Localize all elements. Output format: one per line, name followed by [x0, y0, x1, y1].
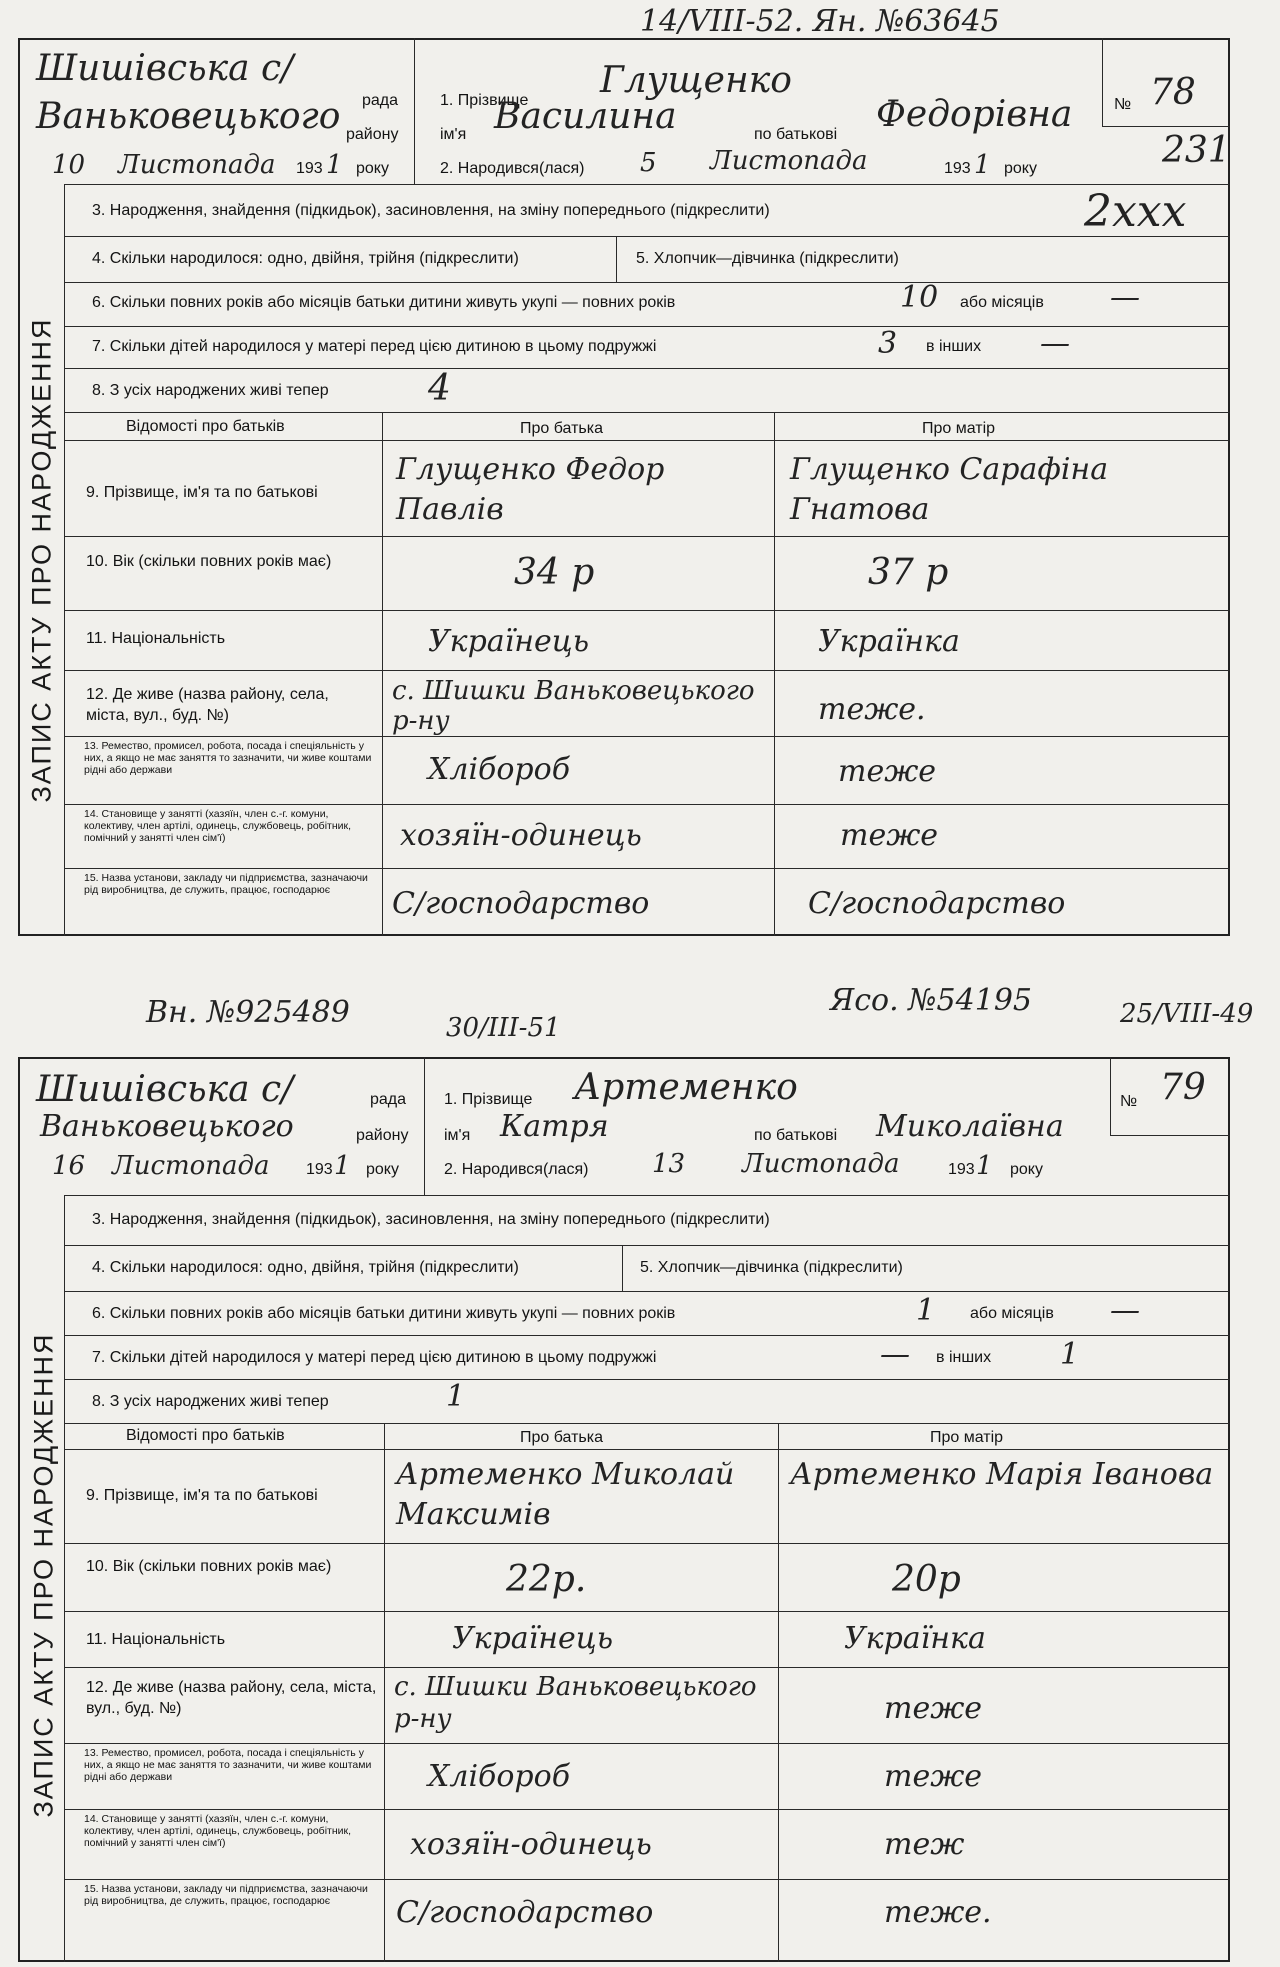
mother-organization: теже. — [884, 1895, 992, 1930]
mother-name: Артеменко Марія Іванова — [790, 1457, 1214, 1492]
father-residence: с. Шишки Ваньковецького р-ну — [392, 676, 755, 736]
side-title: ЗАПИС АКТУ ПРО НАРОДЖЕННЯ — [28, 1332, 59, 1818]
father-age: 34 р — [514, 552, 595, 593]
question-8: 8. З усіх народжених живі тепер — [92, 1393, 329, 1410]
reg-day: 16 — [52, 1151, 86, 1181]
q6-years: 1 — [916, 1293, 936, 1328]
row-14-label: 14. Становище у занятті (хазяїн, член с.-г. комуни, колективу, член артілі, одинець, службовець, робітник, помічний у занятті член сім'ї) — [84, 808, 352, 844]
birth-record-2: Вн. №925489 30/III-51 Ясо. №54195 25/VIII-49 Шишівська с/ рада Ваньковецького району 16 Листопада 193 1 року 1. Прізвище Артеменко ім'я Катря по батькові Миколаївна 2. Народився(лася) 13 Листопада 193 1 року № 79 ЗАПИС АКТУ ПРО НАРОДЖЕННЯ 3. Народження, знайдення (підкидьок), засиновлення, на зміну попереднього (підкреслити) 4. Скільки народилося: одно, двійня, трійня (підкреслити) 5. Хлопчик—дівчинка (підкреслити) 6. Скільки повних років або місяців батьки дитини живуть укупі — повних років 1 або місяців — 7. Скільки дітей народилося у матері перед цією дитиною в цьому подружжі — в інших 1 8. З усіх народжених живі тепер 1 Відомості про батьків Про батька Про матір 9. Прізвище, ім'я та по батькові 10. Вік (скільки повних років має) 11. Національність 12. Де живе (назва району, села, міста, вул., буд. №) 13. Ремество, промисел, робота, посада і спеціяльність у них, а якщо не має заняття то зазначити, чи живе коштами рідні або держави 14. Становище у занятті (хазяїн, член с.-г. комуни, колективу, член артілі, одинець, службовець, робітник, помічний у занятті член сім'ї) 15. Назва установи, закладу чи підприємства, зазначаючи рід виробництва, де служить, працює, господарює Артеменко Миколай Максимів Артеменко Марія Іванова 22р. 20р Українець Українка с. Шишки Ваньковецького р-ну теже Хлібороб теже хозяїн-одинець теж С/господарство теже. — [0, 975, 1280, 1967]
reg-day: 10 — [52, 150, 86, 180]
side-mark: 2ххх — [1084, 186, 1187, 237]
father-nationality: Українець — [452, 1621, 614, 1656]
born-month: Листопада — [710, 146, 868, 176]
rada-name: Шишівська с/ — [36, 1069, 294, 1110]
question-3: 3. Народження, знайдення (підкидьок), засиновлення, на зміну попереднього (підкреслити) — [92, 1211, 770, 1228]
child-surname: Глущенко — [600, 60, 792, 101]
row-11-label: 11. Національність — [86, 630, 226, 647]
born-month: Листопада — [742, 1149, 900, 1179]
row-15-label: 15. Назва установи, закладу чи підприємства, зазначаючи рід виробництва, де служить, працює, господарює — [84, 1883, 368, 1907]
question-7: 7. Скільки дітей народилося у матері перед цією дитиною в цьому подружжі — [92, 1349, 657, 1366]
father-status: хозяїн-одинець — [410, 1827, 652, 1862]
reg-month: Листопада — [112, 1151, 270, 1181]
father-organization: С/господарство — [392, 886, 650, 921]
child-surname: Артеменко — [574, 1067, 798, 1108]
child-name: Катря — [500, 1109, 609, 1144]
top-note-right: 14/VIII-52. Ян. №63645 — [640, 4, 1000, 39]
top-note-right-date: 25/VIII-49 — [1120, 999, 1254, 1029]
mother-status: теж — [884, 1827, 965, 1862]
question-4: 4. Скільки народилося: одно, двійня, трійня (підкреслити) — [92, 250, 519, 267]
question-7: 7. Скільки дітей народилося у матері перед цією дитиною в цьому подружжі — [92, 338, 657, 355]
row-10-label: 10. Вік (скільки повних років має) — [86, 553, 332, 570]
row-10-label: 10. Вік (скільки повних років має) — [86, 1558, 332, 1575]
father-residence: с. Шишки Ваньковецького р-ну — [394, 1672, 757, 1734]
father-organization: С/господарство — [396, 1895, 654, 1930]
mother-name: Глущенко Сарафіна Гнатова — [790, 452, 1109, 527]
father-nationality: Українець — [428, 624, 590, 659]
mother-nationality: Українка — [844, 1621, 986, 1656]
q7-value: 3 — [878, 326, 898, 361]
mother-age: 20р — [892, 1559, 961, 1600]
father-status: хозяїн-одинець — [400, 818, 642, 853]
rada-name: Шишівська с/ — [36, 48, 294, 89]
row-14-label: 14. Становище у занятті (хазяїн, член с.-г. комуни, колективу, член артілі, одинець, службовець, робітник, помічний у занятті член сім'ї) — [84, 1813, 352, 1849]
child-patronymic: Миколаївна — [876, 1109, 1064, 1144]
birth-record-1: 14/VIII-52. Ян. №63645 Шишівська с/ рада Ваньковецького району 10 Листопада 193 1 року 1. Прізвище Глущенко ім'я Василина по батькові Федорівна 2. Народився(лася) 5 Листопада 193 1 року № 78 231 2ххх ЗАПИС АКТУ ПРО НАРОДЖЕННЯ 3. Народження, знайдення (підкидьок), засиновлення, на зміну попереднього (підкреслити) 4. Скільки народилося: одно, двійня, трійня (підкреслити) 5. Хлопчик—дівчинка (підкреслити) 6. Скільки повних років або місяців батьки дитини живуть укупі — повних років 10 або місяців — 7. Скільки дітей народилося у матері перед цією дитиною в цьому подружжі 3 в інших — 8. З усіх народжених живі тепер 4 Відомості про батьків Про батька Про матір 9. Прізвище, ім'я та по батькові 10. Вік (скільки повних років має) 11. Національність 12. Де живе (назва району, села, міста, вул., буд. №) 13. Ремество, промисел, робота, посада і спеціяльність у них, а якщо не має заняття то зазначити, чи живе коштами рідні або держави 14. Становище у занятті (хазяїн, член с.-г. комуни, колективу, член артілі, одинець, службовець, робітник, помічний у занятті член сім'ї) 15. Назва установи, закладу чи підприємства, зазначаючи рід виробництва, де служить, працює, господарює Глущенко Федор Павлів Глущенко Сарафіна Гнатова 34 р 37 р Українець Українка с. Шишки Ваньковецького р-ну теже. Хлібороб теже хозяїн-одинець теже С/господарство С/господарство — [0, 0, 1280, 960]
question-3: 3. Народження, знайдення (підкидьок), засиновлення, на зміну попереднього (підкреслити) — [92, 202, 770, 219]
q6-years: 10 — [900, 280, 939, 315]
mother-occupation: теже — [884, 1759, 983, 1794]
father-occupation: Хлібороб — [428, 1759, 571, 1794]
raion-name: Ваньковецького — [36, 96, 341, 137]
top-note-right: Ясо. №54195 — [830, 983, 1032, 1018]
question-5: 5. Хлопчик—дівчинка (підкреслити) — [640, 1259, 903, 1276]
question-5: 5. Хлопчик—дівчинка (підкреслити) — [636, 250, 899, 267]
record-number: 79 — [1160, 1067, 1206, 1108]
father-name: Глущенко Федор Павлів — [396, 452, 665, 527]
child-name: Василина — [494, 96, 677, 137]
row-9-label: 9. Прізвище, ім'я та по батькові — [86, 484, 318, 501]
mother-status: теже — [840, 818, 939, 853]
mother-residence: теже. — [818, 692, 926, 727]
row-15-label: 15. Назва установи, закладу чи підприємства, зазначаючи рід виробництва, де служить, працює, господарює — [84, 872, 368, 896]
row-13-label: 13. Ремество, промисел, робота, посада і спеціяльність у них, а якщо не має заняття то зазначити, чи живе коштами рідні або держави — [84, 1747, 372, 1783]
question-6: 6. Скільки повних років або місяців батьки дитини живуть укупі — повних років — [92, 1305, 676, 1322]
father-age: 22р. — [506, 1559, 587, 1600]
mother-organization: С/господарство — [808, 886, 1066, 921]
mother-residence: теже — [884, 1691, 983, 1726]
q8-value: 1 — [446, 1379, 466, 1414]
father-occupation: Хлібороб — [428, 752, 571, 787]
born-day: 5 — [640, 148, 657, 178]
mother-age: 37 р — [868, 552, 949, 593]
mother-occupation: теже — [838, 754, 937, 789]
record-number-extra: 231 — [1162, 130, 1231, 171]
row-12-label: 12. Де живе (назва району, села, міста, вул., буд. №) — [86, 1679, 377, 1717]
top-note-left: Вн. №925489 — [146, 995, 350, 1030]
row-12-label: 12. Де живе (назва району, села, міста, вул., буд. №) — [86, 686, 329, 724]
top-note-mid: 30/III-51 — [446, 1013, 561, 1043]
row-9-label: 9. Прізвище, ім'я та по батькові — [86, 1487, 318, 1504]
question-8: 8. З усіх народжених живі тепер — [92, 382, 329, 399]
child-patronymic: Федорівна — [876, 94, 1073, 135]
born-day: 13 — [652, 1149, 686, 1179]
row-13-label: 13. Ремество, промисел, робота, посада і спеціяльність у них, а якщо не має заняття то зазначити, чи живе коштами рідні або держави — [84, 740, 372, 776]
question-6: 6. Скільки повних років або місяців батьки дитини живуть укупі — повних років — [92, 294, 676, 311]
side-title: ЗАПИС АКТУ ПРО НАРОДЖЕННЯ — [26, 317, 57, 803]
reg-month: Листопада — [118, 150, 276, 180]
row-11-label: 11. Національність — [86, 1631, 226, 1648]
mother-nationality: Українка — [818, 624, 960, 659]
record-number: 78 — [1150, 72, 1196, 113]
question-4: 4. Скільки народилося: одно, двійня, трійня (підкреслити) — [92, 1259, 519, 1276]
q8-value: 4 — [428, 368, 451, 409]
q7-value: — — [880, 1337, 910, 1372]
father-name: Артеменко Миколай Максимів — [396, 1457, 735, 1532]
raion-name: Ваньковецького — [40, 1109, 294, 1144]
